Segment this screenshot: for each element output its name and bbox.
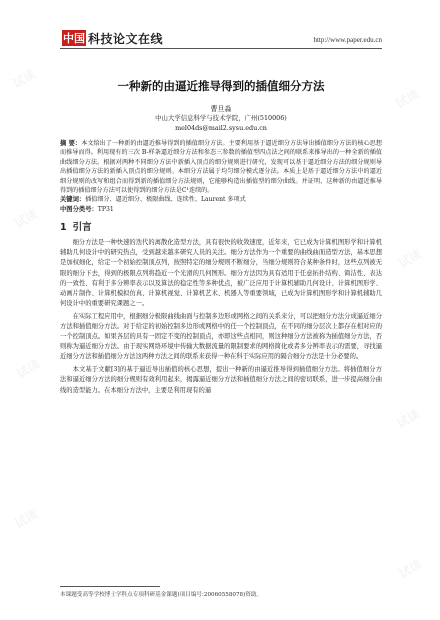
clc-label: 中图分类号： xyxy=(60,205,98,213)
watermark: 试读 xyxy=(12,206,41,231)
watermark: 试读 xyxy=(393,86,422,111)
section-title: 引言 xyxy=(72,222,92,234)
abstract-label: 摘 要： xyxy=(60,140,82,147)
site-logo[interactable] xyxy=(62,30,163,46)
paper-email[interactable]: mel04ds@mail2.sysu.edu.cn xyxy=(175,123,267,132)
clc-value: TP31 xyxy=(97,205,114,213)
section-heading-intro xyxy=(60,219,382,233)
keywords-label: 关键词： xyxy=(60,196,86,204)
watermark: 试读 xyxy=(10,66,39,91)
body-paragraph: 本文基于文献[3]的基于逼近导出插值的核心思想，提出一种新的由逼近推导得到插值细分方法。将插值细分方法和逼近细分方法的细分规则有效利用起来，揭露逼近细分方法和插值细分方法之间的密切联系，进一步提高细分曲线的造型能力。在本细分方法中，主要是利用现有的逼 xyxy=(60,366,382,394)
body-paragraph: 在实际工程应用中，根据细分极限曲线曲面与控制多边形或网格之间的关系来分，可以把细分方法分成逼近细分方法和插值细分方法。对于给定的初始控制多边形或网格中的任一个控制顶点，在不同的细分层次上都存在相对应的一个控制顶点。如果各层的具有一固定不变的控制顶点，亦即这些点相同，则这种细分方法被称为插值细分方法，否则称为逼近细分方法。由于现实网络环境中传输大数据流量的限制要求的网格简化或者多分辨率表示的需要，寻找逼近细分方法和插值细分方法这两种方法之间的联系来获得一种在科于实际应用的隔合细分方法是十分必要的。 xyxy=(60,312,382,361)
watermark: 试读 xyxy=(12,506,41,531)
abstract-text: 本文给出了一种新的由逼近推导得到的插值细分方法。主要利用基于逼近细分方法导出插值细分方法的核心思想而推导而得。利用现有的三次 B-样条逼近细分方法和参态三参数的插值型四点法之间的联系来推导出的一种全新的插值曲线细分方法。根据对两种不同细分方法中新插入顶点的细分规则进行研究，发现可以基于逼近细分方法的细分规则导出插值细分方法的新插入顶点的细分规则。本细分方法属于均匀细分模式逐分法。本质上是基于逼近细分方法中的逼近细分规则的改写和组合而得到新的插值细分方法规则，它能够构造出插值型的细分曲线。并证明，这种新的由逼近推导得到的插值细分方法可以使得到的细分方法是C¹连续的。 xyxy=(60,140,382,195)
keywords xyxy=(60,195,382,204)
paper-title: 一种新的由逼近推导得到的插值细分方法 xyxy=(117,79,325,93)
site-url[interactable]: http://www.paper.edu.cn xyxy=(313,36,382,44)
keywords-text: 插值细分、逼近细分、极限曲线、连续性、Laurent 多项式 xyxy=(85,196,246,204)
logo-cn-mark: 中国 xyxy=(63,32,85,45)
watermark: 试读 xyxy=(14,356,43,381)
paper-body xyxy=(60,78,382,399)
watermark: 试读 xyxy=(396,556,425,581)
body-paragraph: 细分方法是一种快速的迭代的离散化造型方法，具有很快的收敛速度，近年来，它已成为计算机图形学和计算机辅助几何设计中的研究热点，受到越来越多研究人员的关注。细分方法作为一个重要的曲线曲面造型方法，基本思想是加权细化，给定一个初始控制顶点列，按照特定的细分规则不断细分，当细分规则符合某种条件时，这些点列被无限的细分下去，得到的极限点列将趋近一个光滑的几何图形。细分方法因为具有适用于任意拓扑结构、简洁性、表达的一致性、有利于多分辨率表示以及算法的稳定性等多种优点，被广泛应用于计算机辅助几何设计、计算机图形学、动画片制作、计算机模拟仿真、计算机视觉、计算机艺术、机器人等重要领域，已成为计算机图形学和计算机辅助几何设计中的重要研究课题之一。 xyxy=(60,239,382,307)
paper-affiliation: 中山大学信息科学与技术学院，广州(510006) xyxy=(155,114,287,122)
abstract xyxy=(60,139,382,195)
section-number: 1 xyxy=(60,222,67,234)
watermark: 试读 xyxy=(396,246,425,271)
header-divider xyxy=(60,48,382,49)
footnote: 本课题受高等学校博士学科点专项科研基金课题(项目编号:20060558078)资助。 xyxy=(60,592,263,598)
footnote-divider xyxy=(60,586,160,587)
logo-wordmark: 科技论文在线 xyxy=(88,31,164,46)
watermark: 试读 xyxy=(394,406,423,431)
page-header xyxy=(0,0,440,52)
paper-author: 曹旦淼 xyxy=(210,105,232,113)
clc-number xyxy=(60,205,382,214)
